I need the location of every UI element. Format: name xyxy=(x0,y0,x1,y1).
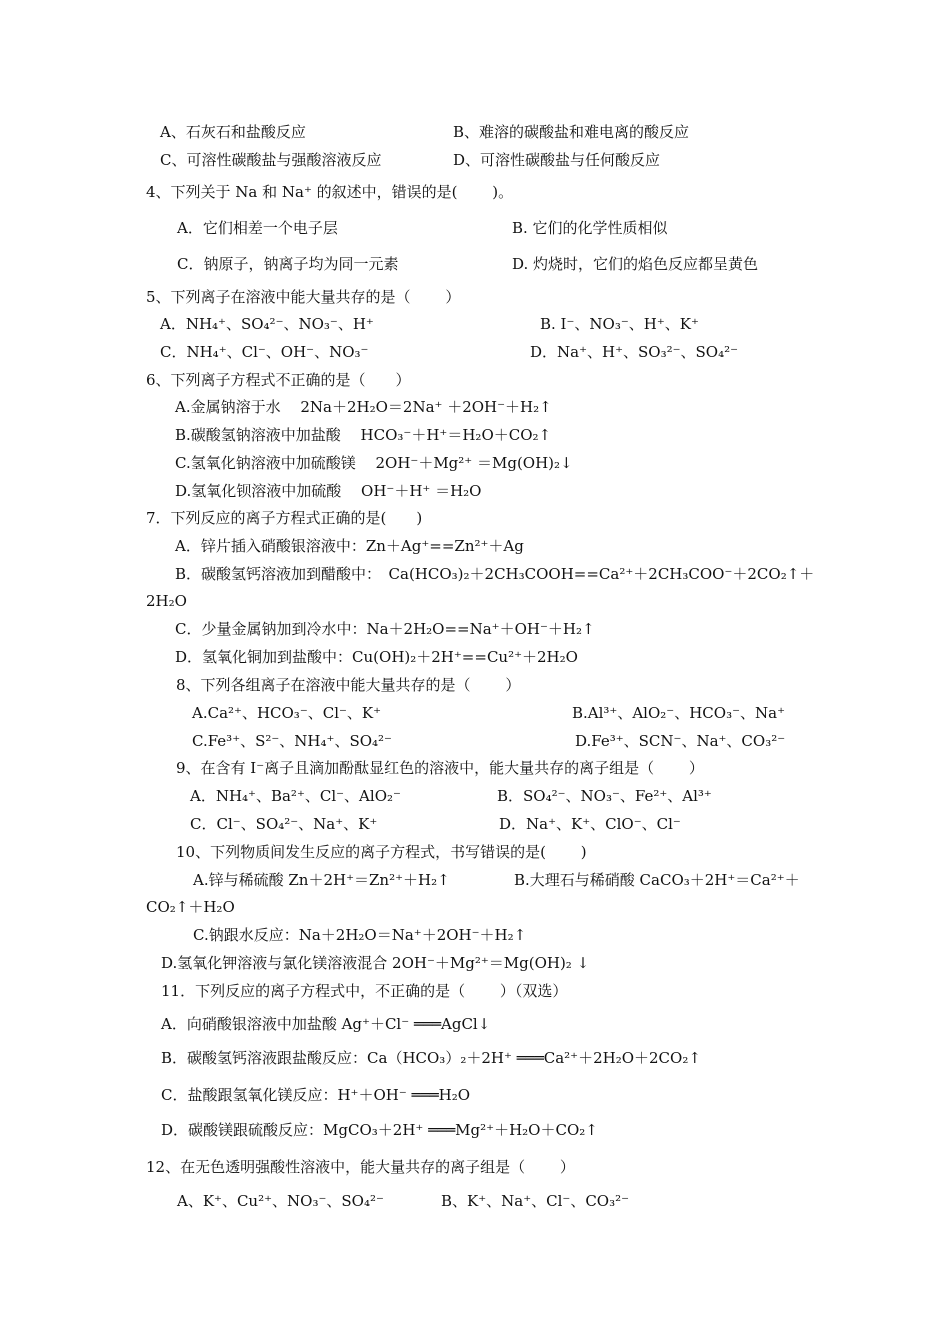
option-b: B.碳酸氢钠溶液中加盐酸 HCO₃⁻＋H⁺＝H₂O＋CO₂↑ xyxy=(175,426,552,444)
option-c: C．钠原子，钠离子均为同一元素 xyxy=(177,255,399,273)
option-b-continued: CO₂↑＋H₂O xyxy=(146,898,235,916)
option-b: B.大理石与稀硝酸 CaCO₃＋2H⁺＝Ca²⁺＋ xyxy=(514,871,800,889)
option-c: C.氢氧化钠溶液中加硫酸镁 2OH⁻＋Mg²⁺ ＝Mg(OH)₂↓ xyxy=(175,454,573,472)
option-b: B．碳酸氢钙溶液跟盐酸反应：Ca（HCO₃）₂＋2H⁺ ═══Ca²⁺＋2H₂O＋2CO₂↑ xyxy=(161,1049,701,1067)
question-6: 6、下列离子方程式不正确的是（ ） xyxy=(146,371,411,389)
option-d: D．Na⁺、K⁺、ClO⁻、Cl⁻ xyxy=(499,815,681,833)
question-5: 5、下列离子在溶液中能大量共存的是（ ） xyxy=(146,288,461,306)
option-d: D.氢氧化钾溶液与氯化镁溶液混合 2OH⁻＋Mg²⁺＝Mg(OH)₂ ↓ xyxy=(161,954,590,972)
question-11: 11．下列反应的离子方程式中，不正确的是（ ）（双选） xyxy=(161,982,568,1000)
option-d: D．Na⁺、H⁺、SO₃²⁻、SO₄²⁻ xyxy=(530,343,739,361)
option-b: B. I⁻、NO₃⁻、H⁺、K⁺ xyxy=(540,315,699,333)
option-a: A、石灰石和盐酸反应 xyxy=(160,123,306,141)
option-d: D.Fe³⁺、SCN⁻、Na⁺、CO₃²⁻ xyxy=(575,732,786,750)
option-a: A．锌片插入硝酸银溶液中：Zn＋Ag⁺==Zn²⁺＋Ag xyxy=(175,537,524,555)
option-a: A．它们相差一个电子层 xyxy=(177,219,338,237)
option-d: D、可溶性碳酸盐与任何酸反应 xyxy=(453,151,661,169)
question-9: 9、在含有 I⁻离子且滴加酚酞显红色的溶液中，能大量共存的离子组是（ ） xyxy=(176,759,704,777)
question-8: 8、下列各组离子在溶液中能大量共存的是（ ） xyxy=(176,676,521,694)
option-a: A.锌与稀硫酸 Zn＋2H⁺＝Zn²⁺＋H₂↑ xyxy=(193,871,450,889)
option-c: C.钠跟水反应：Na＋2H₂O＝Na⁺＋2OH⁻＋H₂↑ xyxy=(193,926,527,944)
option-b: B.Al³⁺、AlO₂⁻、HCO₃⁻、Na⁺ xyxy=(572,704,785,722)
option-c: C．盐酸跟氢氧化镁反应：H⁺＋OH⁻ ═══H₂O xyxy=(161,1086,471,1104)
option-b: B、难溶的碳酸盐和难电离的酸反应 xyxy=(453,123,690,141)
option-b: B. 它们的化学性质相似 xyxy=(512,219,668,237)
option-c: C．少量金属钠加到冷水中：Na＋2H₂O==Na⁺＋OH⁻＋H₂↑ xyxy=(175,620,595,638)
option-c: C．NH₄⁺、Cl⁻、OH⁻、NO₃⁻ xyxy=(160,343,369,361)
option-a: A．NH₄⁺、Ba²⁺、Cl⁻、AlO₂⁻ xyxy=(190,787,401,805)
question-4: 4、下列关于 Na 和 Na⁺ 的叙述中，错误的是( )。 xyxy=(146,183,514,201)
option-a: A.金属钠溶于水 2Na＋2H₂O＝2Na⁺ ＋2OH⁻＋H₂↑ xyxy=(175,398,552,416)
option-a: A．NH₄⁺、SO₄²⁻、NO₃⁻、H⁺ xyxy=(160,315,374,333)
option-c: C.Fe³⁺、S²⁻、NH₄⁺、SO₄²⁻ xyxy=(192,732,392,750)
option-d: D．碳酸镁跟硫酸反应：MgCO₃＋2H⁺ ═══Mg²⁺＋H₂O＋CO₂↑ xyxy=(161,1121,598,1139)
option-b: B．碳酸氢钙溶液加到醋酸中： Ca(HCO₃)₂＋2CH₃COOH==Ca²⁺＋2CH₃COO⁻＋2CO₂↑＋ xyxy=(175,565,815,583)
question-10: 10、下列物质间发生反应的离子方程式，书写错误的是( ) xyxy=(176,843,587,861)
option-a: A．向硝酸银溶液中加盐酸 Ag⁺＋Cl⁻ ═══AgCl↓ xyxy=(161,1015,491,1033)
option-b: B．SO₄²⁻、NO₃⁻、Fe²⁺、Al³⁺ xyxy=(497,787,712,805)
option-c: C．Cl⁻、SO₄²⁻、Na⁺、K⁺ xyxy=(190,815,378,833)
option-a: A.Ca²⁺、HCO₃⁻、Cl⁻、K⁺ xyxy=(192,704,382,722)
option-line xyxy=(160,122,306,142)
option-d: D.氢氧化钡溶液中加硫酸 OH⁻＋H⁺ ＝H₂O xyxy=(175,482,482,500)
option-b: B、K⁺、Na⁺、Cl⁻、CO₃²⁻ xyxy=(441,1192,630,1210)
option-b-continued: 2H₂O xyxy=(146,592,187,610)
option-a: A、K⁺、Cu²⁺、NO₃⁻、SO₄²⁻ xyxy=(177,1192,384,1210)
option-c: C、可溶性碳酸盐与强酸溶液反应 xyxy=(160,151,382,169)
option-d: D．氢氧化铜加到盐酸中：Cu(OH)₂＋2H⁺==Cu²⁺＋2H₂O xyxy=(175,648,578,666)
question-7: 7．下列反应的离子方程式正确的是( ) xyxy=(146,509,423,527)
option-d: D. 灼烧时，它们的焰色反应都呈黄色 xyxy=(512,255,759,273)
question-12: 12、在无色透明强酸性溶液中，能大量共存的离子组是（ ） xyxy=(146,1158,575,1176)
